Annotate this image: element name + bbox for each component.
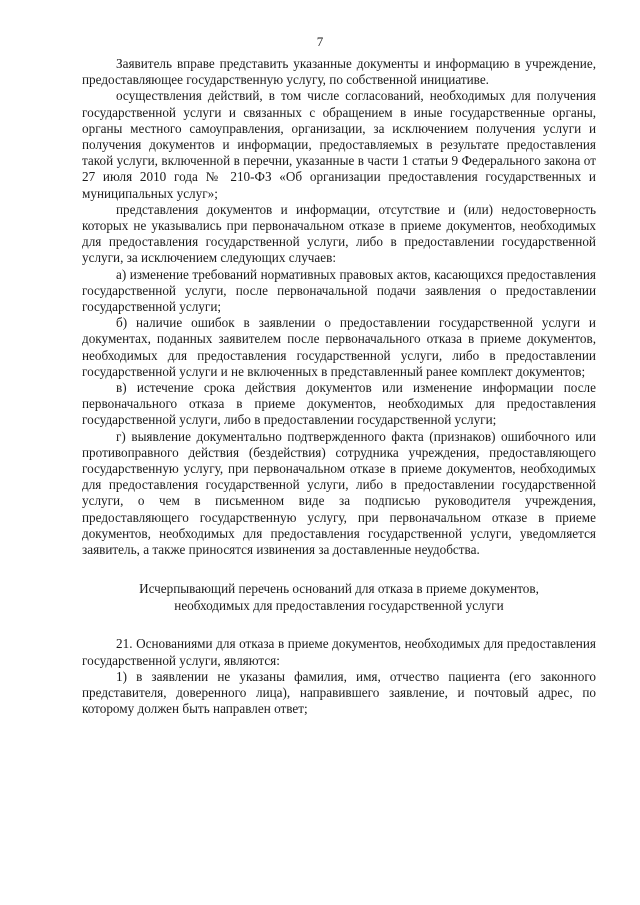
paragraph-actions: осуществления действий, в том числе согласований, необходимых для получения государственной услуги и связанных с обращением в иные государственные органы, органы местного самоуправления, организации, за исключением получения услуги и получения документов и информации, предоставляемых в результате предоставления такой услуги, включенной в перечни, указанные в части 1 статьи 9 Федерального закона от 27 июля 2010 года № 210-ФЗ «Об организации предоставления государственных и муниципальных услуг»; xyxy=(82,88,596,201)
section-heading xyxy=(82,580,596,614)
paragraph-documents-info: представления документов и информации, отсутствие и (или) недостоверность которых не указывались при первоначальном отказе в приеме документов, необходимых для предоставления государственной услуги, либо в предоставлении государственной услуги, за исключением следующих случаев: xyxy=(82,201,596,266)
section-heading-line-1: Исчерпывающий перечень оснований для отказа в приеме документов, xyxy=(139,581,539,597)
paragraph-grounds-21: 21. Основаниями для отказа в приеме документов, необходимых для предоставления государственной услуги, являются: xyxy=(82,636,596,668)
list-item-v: в) истечение срока действия документов или изменение информации после первоначального отказа в приеме документов, необходимых для предоставления государственной услуги, либо в предоставлении государственной услуги; xyxy=(82,380,596,428)
list-item-a: а) изменение требований нормативных правовых актов, касающихся предоставления государственной услуги, после первоначальной подачи заявления о предоставлении государственной услуги; xyxy=(82,266,596,315)
list-item-b: б) наличие ошибок в заявлении о предоставлении государственной услуги и документах, поданных заявителем после первоначального отказа в приеме документов, необходимых для предоставления государственной услуги, либо в предоставлении государственной услуги и не включенных в представленный ранее комплект документов; xyxy=(82,315,596,379)
page-number: 7 xyxy=(316,34,324,49)
document-body xyxy=(82,56,596,717)
section-heading-line-2: необходимых для предоставления государственной услуги xyxy=(174,598,504,614)
list-item-1: 1) в заявлении не указаны фамилия, имя, отчество пациента (его законного представителя, доверенного лица), направившего заявление, и почтовый адрес, по которому должен быть направлен ответ; xyxy=(82,668,596,717)
paragraph-applicant-right: Заявитель вправе представить указанные документы и информацию в учреждение, предоставляющее государственную услугу, по собственной инициативе. xyxy=(82,56,596,88)
list-item-g: г) выявление документально подтвержденного факта (признаков) ошибочного или противоправного действия (бездействия) сотрудника учреждения, предоставляющего государственную услугу, при первоначальном отказе в приеме документов, необходимых для предоставления государственной услуги, либо в предоставлении государственной услуги, о чем в письменном виде за подписью руководителя учреждения, предоставляющего государственную услугу, при первоначальном отказе в приеме документов, необходимых для предоставления государственной услуги, уведомляется заявитель, а также приносятся извинения за доставленные неудобства. xyxy=(82,428,596,558)
